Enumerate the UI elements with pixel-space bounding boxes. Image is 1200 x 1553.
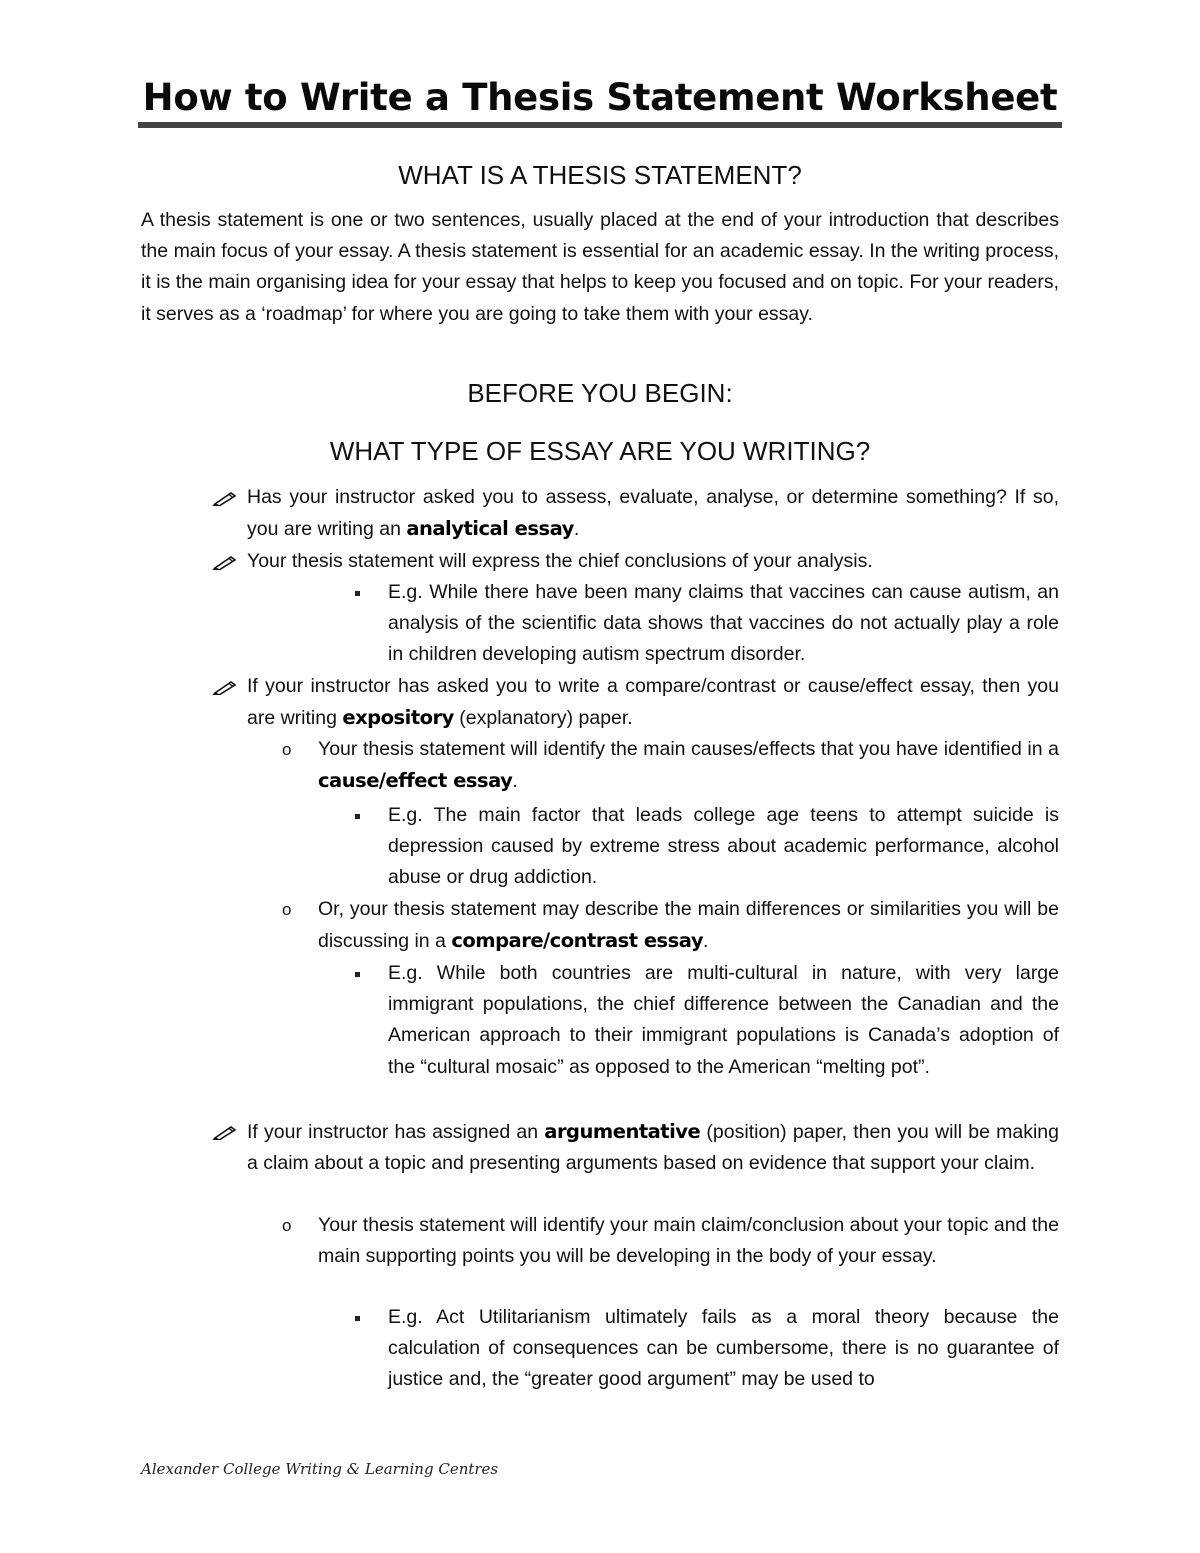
item-text: Has your instructor asked you to assess, evaluate, analyse, or determine something? If so, you are writing an [247, 486, 1059, 541]
item-text-end: . [573, 518, 580, 541]
item-text-end: (position) paper, then you will be making a claim about a topic and presenting arguments based on evidence that support your claim. [247, 1121, 1059, 1175]
example-canada: E.g. While both countries are multi-cultural in nature, with very large immigrant populations, the chief difference between the Canadian and the American approach to their immigrant populations is Canada’s adoption of the “cultural mosaic” as opposed to the American “melting pot”. [388, 962, 1059, 1078]
keyword-analytical-essay: analytical essay [406, 517, 574, 541]
section-heading-what-is: WHAT IS A THESIS STATEMENT? [398, 160, 802, 190]
keyword-cause-effect-essay: cause/effect essay [318, 769, 513, 793]
square-bullet-icon [355, 591, 360, 596]
item-text: Your thesis statement will identify the main causes/effects that you have identified in a [318, 738, 1059, 760]
item-text-end: . [512, 770, 518, 793]
pencil-bullet-icon [212, 554, 238, 570]
example-utilitarianism: E.g. Act Utilitarianism ultimately fails as a moral theory because the calculation of consequences can be cumbersome, there is no guarantee of justice and, the “greater good argument” may be used to [388, 1306, 1059, 1391]
list-item-expository [247, 671, 1059, 734]
square-bullet-icon [355, 1316, 360, 1321]
item-text-end: (explanatory) paper. [453, 707, 633, 730]
list-item-analysis-conclusions: Your thesis statement will express the chief conclusions of your analysis. [247, 550, 873, 572]
keyword-expository: expository [342, 706, 454, 730]
circle-bullet-icon: o [282, 740, 292, 759]
list-item-compare-contrast [318, 894, 1059, 957]
page-footer: Alexander College Writing & Learning Centres [141, 1460, 499, 1478]
item-text: Or, your thesis statement may describe the main differences or similarities you will be discussing in a [318, 898, 1059, 953]
section-heading-essay-type: WHAT TYPE OF ESSAY ARE YOU WRITING? [329, 436, 871, 466]
square-bullet-icon [355, 972, 360, 977]
section-heading-before: BEFORE YOU BEGIN: [467, 378, 733, 408]
document-title: How to Write a Thesis Statement Worksheet [142, 76, 1058, 119]
example-vaccines: E.g. While there have been many claims that vaccines can cause autism, an analysis of the scientific data shows that vaccines do not actually play a role in children developing autism spectrum disorder. [388, 581, 1059, 666]
title-underline [138, 122, 1062, 128]
pencil-bullet-icon [212, 679, 238, 695]
pencil-bullet-icon [212, 1124, 238, 1140]
list-item-cause-effect [318, 734, 1059, 797]
list-item-analytical [247, 482, 1059, 545]
circle-bullet-icon: o [282, 1216, 292, 1235]
circle-bullet-icon: o [282, 900, 292, 919]
square-bullet-icon [355, 814, 360, 819]
list-item-main-claim: Your thesis statement will identify your main claim/conclusion about your topic and the main supporting points you will be developing in the body of your essay. [318, 1214, 1059, 1268]
item-text-end: . [703, 930, 709, 953]
item-text: If your instructor has asked you to write a compare/contrast or cause/effect essay, then you are writing [247, 675, 1059, 730]
intro-paragraph: A thesis statement is one or two sentences, usually placed at the end of your introduction that describes the main focus of your essay. A thesis statement is essential for an academic essay. In the writing process, it is the main organising idea for your essay that helps to keep you focused and on topic. For your readers, it serves as a ‘roadmap’ for where you are going to take them with your essay. [141, 209, 1059, 325]
item-text: If your instructor has assigned an [247, 1121, 545, 1143]
pencil-bullet-icon [212, 490, 238, 506]
keyword-argumentative: argumentative [544, 1120, 701, 1143]
keyword-compare-contrast-essay: compare/contrast essay [451, 929, 704, 953]
example-suicide: E.g. The main factor that leads college age teens to attempt suicide is depression caused by extreme stress about academic performance, alcohol abuse or drug addiction. [388, 804, 1059, 889]
list-item-argumentative [247, 1116, 1059, 1179]
